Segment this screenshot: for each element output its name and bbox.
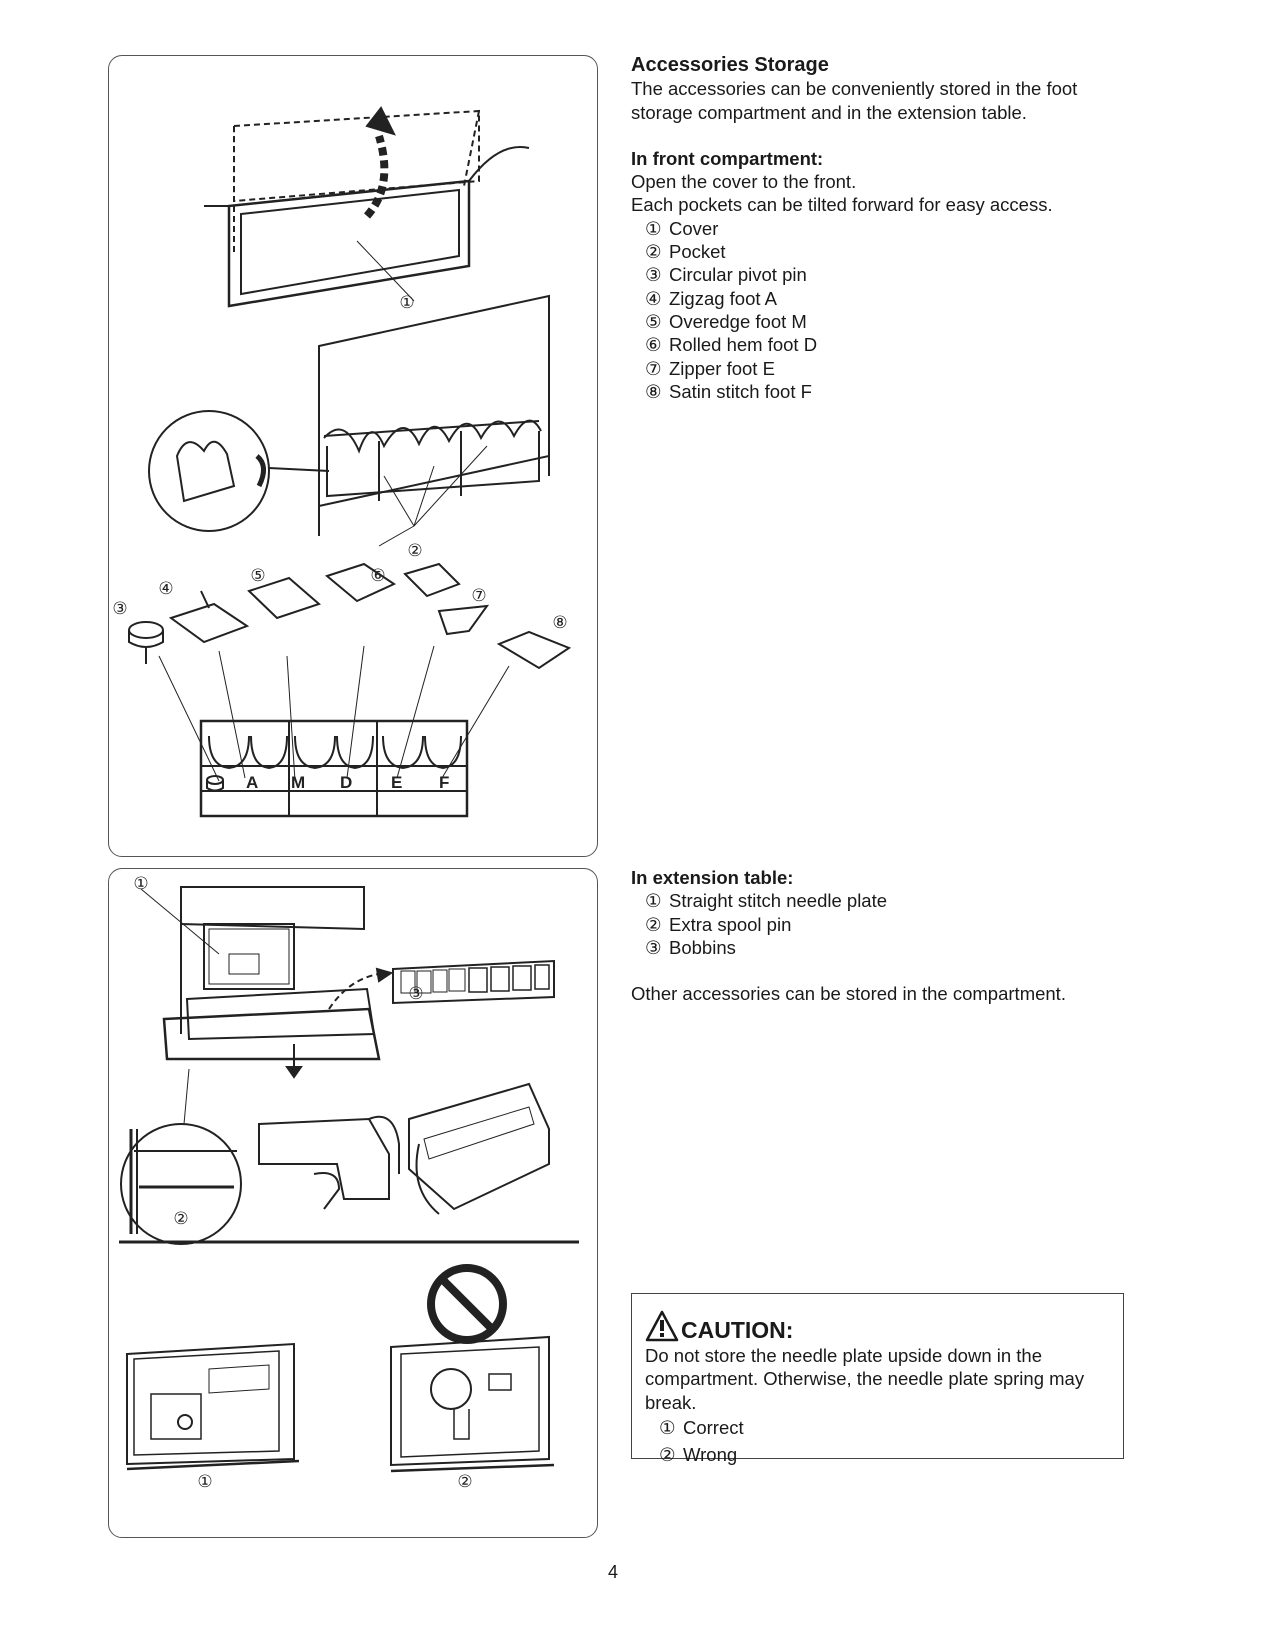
- correct-plate-illustration: [127, 1344, 299, 1469]
- list-item: ⑧ Satin stitch foot F: [645, 380, 812, 402]
- front-compartment-figure: [108, 55, 598, 857]
- front-compartment-list: [631, 217, 1077, 403]
- list-item: ① Straight stitch needle plate: [645, 890, 888, 912]
- front-line-2: Each pockets can be tilted forward for easy access.: [631, 194, 1053, 216]
- slot-letter-f: F: [439, 773, 450, 792]
- list-item: ③ Bobbins: [645, 936, 736, 958]
- callout-3: ③: [112, 599, 128, 619]
- slot-letter-a: A: [246, 773, 259, 792]
- front-compartment-heading: In front compartment:: [631, 147, 824, 169]
- list-item: ② Pocket: [645, 241, 726, 263]
- warning-icon: [645, 1310, 679, 1342]
- list-item: ③ Circular pivot pin: [645, 264, 807, 286]
- front-compartment-text: [631, 54, 1077, 403]
- list-item: ⑦ Zipper foot E: [645, 357, 775, 379]
- list-item: ④ Zigzag foot A: [645, 287, 777, 309]
- extension-table-text: [631, 866, 1066, 1005]
- slot-letter-d: D: [340, 773, 353, 792]
- front-line-1: Open the cover to the front.: [631, 171, 857, 193]
- callout-5: ⑤: [250, 566, 266, 586]
- callout-8: ⑧: [552, 613, 568, 633]
- callout-2: ②: [407, 541, 423, 561]
- caution-box: [631, 1293, 1124, 1465]
- intro-line-1: The accessories can be conveniently stored in the foot: [631, 78, 1078, 100]
- list-item: ① Cover: [645, 217, 719, 239]
- extension-table-illustration: [141, 887, 391, 1124]
- slot-tray-illustration: [201, 721, 467, 816]
- extension-table-figure: [108, 868, 598, 1538]
- wrong-plate-illustration: [391, 1337, 554, 1471]
- caution-line-1: Do not store the needle plate upside down in the: [645, 1345, 1043, 1366]
- extension-table-note: Other accessories can be stored in the compartment.: [631, 983, 1066, 1005]
- ext-callout-2: ②: [173, 1209, 189, 1229]
- callout-4: ④: [158, 579, 174, 599]
- callout-6: ⑥: [370, 566, 386, 586]
- compare-label-correct: ①: [197, 1472, 213, 1492]
- section-title: Accessories Storage: [631, 54, 829, 76]
- extension-table-heading: In extension table:: [631, 867, 794, 888]
- list-item: ② Extra spool pin: [645, 913, 792, 935]
- intro-line-2: storage compartment and in the extension table.: [631, 101, 1027, 123]
- page-number: 4: [608, 1562, 619, 1582]
- no-symbol-icon: [431, 1268, 503, 1340]
- caution-line-2: compartment. Otherwise, the needle plate spring may: [645, 1368, 1085, 1390]
- list-item: ① Correct: [659, 1416, 744, 1438]
- slot-letter-e: E: [391, 773, 403, 792]
- presser-feet-illustration: [129, 564, 569, 668]
- caution-list: [645, 1414, 1111, 1468]
- slot-letter-m: M: [291, 773, 306, 792]
- ext-callout-3: ③: [408, 984, 424, 1004]
- caution-title: CAUTION:: [681, 1316, 794, 1343]
- pocket-compartment-illustration: [319, 296, 549, 536]
- list-item: ⑤ Overedge foot M: [645, 310, 807, 332]
- caution-line-3: break.: [645, 1391, 697, 1413]
- callout-1: ①: [399, 293, 415, 313]
- cover-illustration: [204, 108, 529, 306]
- extension-table-list: [631, 889, 1066, 959]
- list-item: ⑥ Rolled hem foot D: [645, 334, 818, 356]
- callout-7: ⑦: [471, 586, 487, 606]
- removal-step-illustration: [259, 1084, 549, 1214]
- compare-label-wrong: ②: [457, 1472, 473, 1492]
- list-item: ② Wrong: [659, 1443, 738, 1465]
- ext-callout-1: ①: [133, 874, 149, 894]
